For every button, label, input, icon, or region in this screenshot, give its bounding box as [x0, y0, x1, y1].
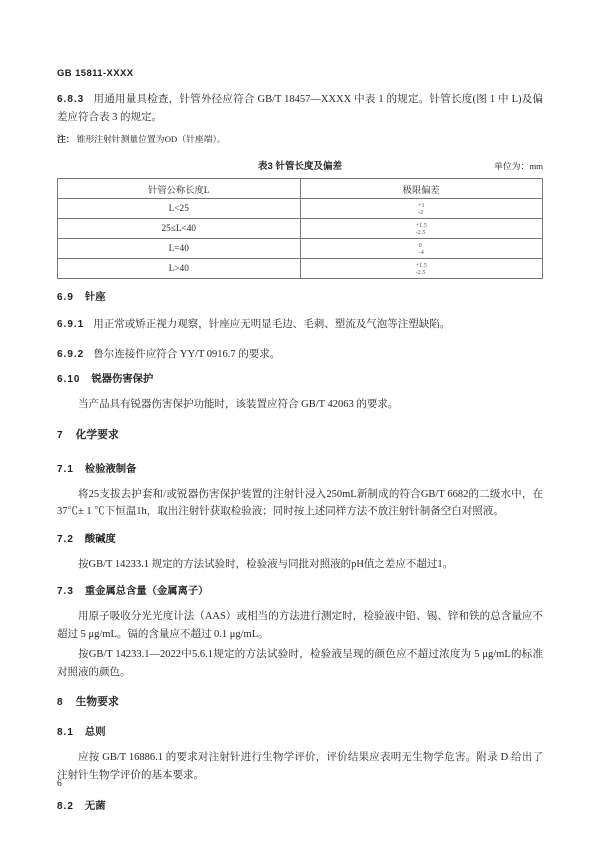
column-header-length: 针管公称长度L	[58, 179, 301, 199]
heading-8-1	[57, 726, 543, 739]
heading-title: 化学要求	[75, 428, 119, 441]
heading-title: 无菌	[84, 801, 106, 812]
table3-unit: 单位为：mm	[494, 161, 543, 171]
running-header: GB 15811-XXXX	[57, 68, 134, 79]
heading-title: 总则	[84, 727, 106, 738]
tolerance-stack	[418, 202, 425, 216]
heading-number: 8	[57, 697, 64, 708]
cell-length: L=40	[58, 239, 301, 259]
note-label: 注：	[57, 134, 75, 144]
clause-text: 用通用量具检查，针管外径应符合 GB/T 18457—XXXX 中表 1 的规定。针管长度(图 1 中 L)及偏差应符合表 3 的规定。	[57, 94, 543, 123]
heading-number: 7.1	[57, 463, 74, 475]
tolerance-upper: +1.5	[415, 261, 427, 269]
paragraph-7-3-a: 用原子吸收分光光度计法（AAS）或相当的方法进行测定时，检验液中铅、锡、锌和铁的总含量应不超过 5 μg/mL。镉的含量应不超过 0.1 μg/mL。	[57, 611, 543, 640]
heading-number: 7.2	[57, 533, 74, 545]
paragraph-7-2: 按GB/T 14233.1 规定的方法试验时，检验液与同批对照液的pH值之差应不超过1。	[78, 558, 454, 570]
tolerance-lower: -2.5	[415, 228, 426, 236]
heading-7-2	[57, 533, 543, 546]
heading-7	[57, 428, 543, 443]
heading-7-1	[57, 463, 543, 476]
heading-6-9	[57, 291, 543, 304]
tolerance-stack	[416, 222, 427, 236]
table3-caption	[57, 158, 543, 172]
heading-8	[57, 695, 543, 710]
cell-deviation	[300, 259, 543, 279]
clause-number: 6.8.3	[57, 94, 85, 105]
table-note	[57, 133, 543, 145]
note-text: 锥形注射针测量位置为OD（针座端）。	[76, 134, 226, 144]
clause-number: 6.9.1	[57, 319, 85, 330]
heading-number: 8.2	[57, 801, 74, 812]
clause-number: 6.9.2	[57, 348, 85, 360]
clause-text: 用正常或矫正视力观察，针座应无明显毛边、毛刺、塑流及气泡等注塑缺陷。	[93, 319, 451, 330]
cell-length: L>40	[58, 259, 301, 279]
clause-6-9-1	[57, 316, 543, 334]
heading-7-3	[57, 585, 543, 598]
column-header-deviation: 极限偏差	[300, 179, 543, 199]
cell-deviation	[300, 219, 543, 239]
heading-title: 酸碱度	[84, 533, 116, 545]
heading-6-10	[57, 373, 543, 386]
table3-title: 表3 针管长度及偏差	[258, 161, 342, 172]
table-header-row	[58, 179, 543, 199]
page-number: 6	[57, 779, 62, 789]
heading-title: 重金属总含量（金属离子）	[84, 586, 209, 597]
table-row	[58, 199, 543, 219]
table-row	[58, 259, 543, 279]
paragraph-7-3-b: 按GB/T 14233.1—2022中5.6.1规定的方法试验时，检验液呈现的颜色应不超过浓度为 5 μg/mL的标准对照液的颜色。	[57, 649, 543, 678]
heading-title: 检验液制备	[84, 463, 137, 475]
heading-number: 6.9	[57, 292, 74, 303]
heading-title: 锐器伤害保护	[91, 374, 154, 385]
table-row	[58, 239, 543, 259]
cell-length: 25≤L<40	[58, 219, 301, 239]
cell-deviation	[300, 199, 543, 219]
clause-text: 鲁尔连接件应符合 YY/T 0916.7 的要求。	[93, 348, 281, 360]
table3-needle-length	[57, 178, 543, 279]
paragraph-8-1: 应按 GB/T 16886.1 的要求对注射针进行生物学评价，评价结果应表明无生物学危害。附录 D 给出了注射针生物学评价的基本要求。	[57, 752, 543, 781]
clause-6-9-2	[57, 346, 543, 364]
table-row	[58, 219, 543, 239]
tolerance-stack	[416, 262, 427, 276]
heading-number: 8.1	[57, 727, 74, 738]
tolerance-lower: -4	[418, 248, 424, 256]
clause-6-8-3	[57, 91, 543, 126]
tolerance-stack	[419, 242, 424, 256]
heading-title: 针座	[84, 292, 106, 303]
cell-length: L<25	[58, 199, 301, 219]
paragraph-7-1: 将25支拔去护套和/或锐器伤害保护装置的注射针浸入250mL新制成的符合GB/T 6682的二级水中，在37℃± 1 ℃下恒温1h，取出注射针获取检验液；同时按上述同样方法不放注射针制备空白对照液。	[57, 488, 543, 517]
heading-title: 生物要求	[75, 696, 119, 708]
tolerance-lower: -2	[417, 208, 424, 216]
tolerance-upper: +1.5	[415, 221, 427, 229]
tolerance-upper: 0	[418, 241, 422, 249]
tolerance-upper: +1	[417, 201, 425, 209]
paragraph-6-10: 当产品具有锐器伤害保护功能时，该装置应符合 GB/T 42063 的要求。	[78, 399, 399, 410]
heading-number: 6.10	[57, 374, 81, 385]
heading-8-2	[57, 800, 543, 813]
cell-deviation	[300, 239, 543, 259]
heading-number: 7	[57, 429, 64, 441]
tolerance-lower: -2.5	[415, 268, 426, 276]
heading-number: 7.3	[57, 586, 74, 597]
